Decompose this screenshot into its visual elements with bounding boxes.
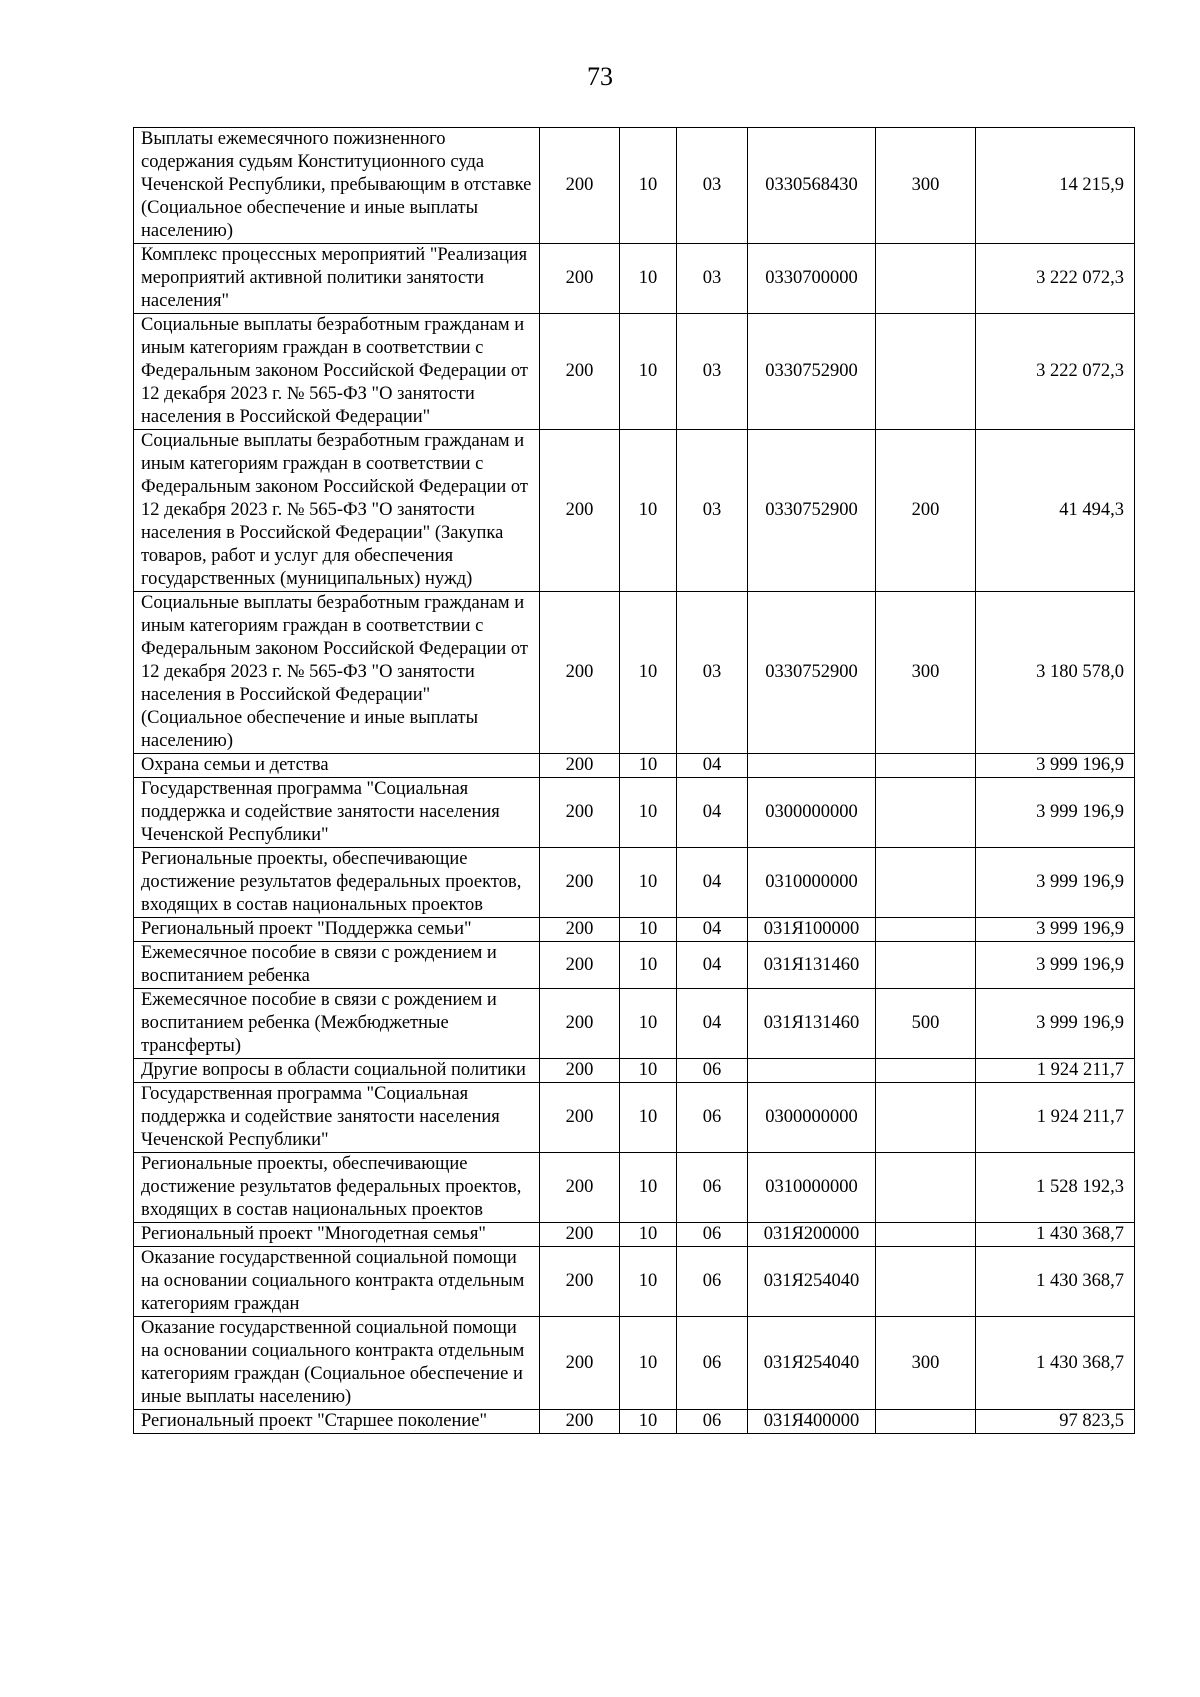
- amount: 3 999 196,9: [976, 778, 1135, 848]
- table-row: [134, 778, 1135, 848]
- row-name: Региональный проект "Поддержка семьи": [134, 918, 540, 942]
- ministry-code: 200: [540, 1317, 620, 1410]
- row-name: Социальные выплаты безработным гражданам и иным категориям граждан в соответствии с Федеральным законом Российской Федерации от 12 декабря 2023 г. № 565-ФЗ "О занятости населения в Российской Федерации": [134, 314, 540, 430]
- section-code: 10: [620, 942, 677, 989]
- ministry-code: 200: [540, 1410, 620, 1434]
- amount: 14 215,9: [976, 128, 1135, 244]
- section-code: 10: [620, 1247, 677, 1317]
- section-code: 10: [620, 1153, 677, 1223]
- section-code: 10: [620, 244, 677, 314]
- target-article-code: 0330752900: [748, 592, 876, 754]
- row-name: Региональные проекты, обеспечивающие достижение результатов федеральных проектов, входящих в состав национальных проектов: [134, 848, 540, 918]
- budget-table: [133, 127, 1135, 1434]
- ministry-code: 200: [540, 244, 620, 314]
- expense-type-code: [876, 754, 976, 778]
- amount: 3 222 072,3: [976, 244, 1135, 314]
- amount: 1 924 211,7: [976, 1059, 1135, 1083]
- row-name: Другие вопросы в области социальной политики: [134, 1059, 540, 1083]
- amount: 97 823,5: [976, 1410, 1135, 1434]
- ministry-code: 200: [540, 314, 620, 430]
- expense-type-code: [876, 918, 976, 942]
- target-article-code: 0310000000: [748, 1153, 876, 1223]
- ministry-code: 200: [540, 1153, 620, 1223]
- table-row: [134, 1317, 1135, 1410]
- subsection-code: 03: [677, 592, 748, 754]
- subsection-code: 06: [677, 1247, 748, 1317]
- amount: 3 180 578,0: [976, 592, 1135, 754]
- subsection-code: 03: [677, 314, 748, 430]
- subsection-code: 04: [677, 989, 748, 1059]
- subsection-code: 04: [677, 778, 748, 848]
- target-article-code: 0330568430: [748, 128, 876, 244]
- target-article-code: 031Я100000: [748, 918, 876, 942]
- table-row: [134, 942, 1135, 989]
- section-code: 10: [620, 1083, 677, 1153]
- table-row: [134, 1410, 1135, 1434]
- amount: 41 494,3: [976, 430, 1135, 592]
- section-code: 10: [620, 1223, 677, 1247]
- amount: 3 999 196,9: [976, 754, 1135, 778]
- target-article-code: [748, 754, 876, 778]
- subsection-code: 06: [677, 1083, 748, 1153]
- amount: 3 999 196,9: [976, 848, 1135, 918]
- subsection-code: 06: [677, 1059, 748, 1083]
- expense-type-code: [876, 1153, 976, 1223]
- subsection-code: 03: [677, 128, 748, 244]
- expense-type-code: [876, 1083, 976, 1153]
- expense-type-code: 300: [876, 592, 976, 754]
- ministry-code: 200: [540, 1059, 620, 1083]
- section-code: 10: [620, 1059, 677, 1083]
- section-code: 10: [620, 778, 677, 848]
- row-name: Региональный проект "Многодетная семья": [134, 1223, 540, 1247]
- expense-type-code: 300: [876, 128, 976, 244]
- ministry-code: 200: [540, 128, 620, 244]
- subsection-code: 06: [677, 1410, 748, 1434]
- target-article-code: [748, 1059, 876, 1083]
- section-code: 10: [620, 430, 677, 592]
- subsection-code: 06: [677, 1223, 748, 1247]
- expense-type-code: [876, 314, 976, 430]
- target-article-code: 031Я254040: [748, 1317, 876, 1410]
- table-row: [134, 1083, 1135, 1153]
- table-row: [134, 848, 1135, 918]
- table-row: [134, 1223, 1135, 1247]
- section-code: 10: [620, 754, 677, 778]
- row-name: Оказание государственной социальной помощи на основании социального контракта отдельным категориям граждан (Социальное обеспечение и иные выплаты населению): [134, 1317, 540, 1410]
- table-row: [134, 244, 1135, 314]
- target-article-code: 0300000000: [748, 1083, 876, 1153]
- table-row: [134, 430, 1135, 592]
- target-article-code: 0330700000: [748, 244, 876, 314]
- table-row: [134, 128, 1135, 244]
- row-name: Государственная программа "Социальная поддержка и содействие занятости населения Чеченской Республики": [134, 778, 540, 848]
- ministry-code: 200: [540, 1223, 620, 1247]
- subsection-code: 04: [677, 754, 748, 778]
- target-article-code: 031Я200000: [748, 1223, 876, 1247]
- amount: 1 430 368,7: [976, 1223, 1135, 1247]
- row-name: Охрана семьи и детства: [134, 754, 540, 778]
- subsection-code: 03: [677, 244, 748, 314]
- ministry-code: 200: [540, 754, 620, 778]
- target-article-code: 0330752900: [748, 314, 876, 430]
- section-code: 10: [620, 128, 677, 244]
- table-row: [134, 1059, 1135, 1083]
- expense-type-code: [876, 1059, 976, 1083]
- table-row: [134, 314, 1135, 430]
- ministry-code: 200: [540, 942, 620, 989]
- target-article-code: 0330752900: [748, 430, 876, 592]
- subsection-code: 04: [677, 942, 748, 989]
- row-name: Региональный проект "Старшее поколение": [134, 1410, 540, 1434]
- expense-type-code: [876, 778, 976, 848]
- expense-type-code: [876, 1223, 976, 1247]
- expense-type-code: 500: [876, 989, 976, 1059]
- row-name: Оказание государственной социальной помощи на основании социального контракта отдельным категориям граждан: [134, 1247, 540, 1317]
- section-code: 10: [620, 1410, 677, 1434]
- page-number: 73: [587, 62, 613, 91]
- section-code: 10: [620, 848, 677, 918]
- subsection-code: 04: [677, 848, 748, 918]
- row-name: Выплаты ежемесячного пожизненного содержания судьям Конституционного суда Чеченской Республики, пребывающим в отставке (Социальное обеспечение и иные выплаты населению): [134, 128, 540, 244]
- expense-type-code: [876, 1410, 976, 1434]
- subsection-code: 06: [677, 1317, 748, 1410]
- expense-type-code: [876, 244, 976, 314]
- table-row: [134, 592, 1135, 754]
- expense-type-code: 300: [876, 1317, 976, 1410]
- target-article-code: 031Я131460: [748, 989, 876, 1059]
- table-row: [134, 754, 1135, 778]
- table-row: [134, 1153, 1135, 1223]
- ministry-code: 200: [540, 778, 620, 848]
- expense-type-code: [876, 848, 976, 918]
- section-code: 10: [620, 1317, 677, 1410]
- ministry-code: 200: [540, 848, 620, 918]
- amount: 1 430 368,7: [976, 1247, 1135, 1317]
- ministry-code: 200: [540, 989, 620, 1059]
- row-name: Социальные выплаты безработным гражданам и иным категориям граждан в соответствии с Федеральным законом Российской Федерации от 12 декабря 2023 г. № 565-ФЗ "О занятости населения в Российской Федерации" (Социальное обеспечение и иные выплаты населению): [134, 592, 540, 754]
- table-row: [134, 1247, 1135, 1317]
- row-name: Ежемесячное пособие в связи с рождением и воспитанием ребенка (Межбюджетные трансферты): [134, 989, 540, 1059]
- target-article-code: 0300000000: [748, 778, 876, 848]
- target-article-code: 0310000000: [748, 848, 876, 918]
- section-code: 10: [620, 592, 677, 754]
- amount: 1 924 211,7: [976, 1083, 1135, 1153]
- section-code: 10: [620, 314, 677, 430]
- target-article-code: 031Я400000: [748, 1410, 876, 1434]
- amount: 3 999 196,9: [976, 989, 1135, 1059]
- row-name: Государственная программа "Социальная поддержка и содействие занятости населения Чеченской Республики": [134, 1083, 540, 1153]
- row-name: Региональные проекты, обеспечивающие достижение результатов федеральных проектов, входящих в состав национальных проектов: [134, 1153, 540, 1223]
- row-name: Комплекс процессных мероприятий "Реализация мероприятий активной политики занятости населения": [134, 244, 540, 314]
- table-body: [134, 128, 1135, 1434]
- amount: 3 999 196,9: [976, 918, 1135, 942]
- expense-type-code: [876, 1247, 976, 1317]
- subsection-code: 03: [677, 430, 748, 592]
- table-row: [134, 918, 1135, 942]
- expense-type-code: [876, 942, 976, 989]
- target-article-code: 031Я131460: [748, 942, 876, 989]
- table-row: [134, 989, 1135, 1059]
- subsection-code: 06: [677, 1153, 748, 1223]
- row-name: Социальные выплаты безработным гражданам и иным категориям граждан в соответствии с Федеральным законом Российской Федерации от 12 декабря 2023 г. № 565-ФЗ "О занятости населения в Российской Федерации" (Закупка товаров, работ и услуг для обеспечения государственных (муниципальных) нужд): [134, 430, 540, 592]
- amount: 3 999 196,9: [976, 942, 1135, 989]
- amount: 3 222 072,3: [976, 314, 1135, 430]
- ministry-code: 200: [540, 1083, 620, 1153]
- ministry-code: 200: [540, 918, 620, 942]
- expense-type-code: 200: [876, 430, 976, 592]
- ministry-code: 200: [540, 1247, 620, 1317]
- subsection-code: 04: [677, 918, 748, 942]
- section-code: 10: [620, 989, 677, 1059]
- row-name: Ежемесячное пособие в связи с рождением и воспитанием ребенка: [134, 942, 540, 989]
- target-article-code: 031Я254040: [748, 1247, 876, 1317]
- amount: 1 430 368,7: [976, 1317, 1135, 1410]
- ministry-code: 200: [540, 430, 620, 592]
- ministry-code: 200: [540, 592, 620, 754]
- amount: 1 528 192,3: [976, 1153, 1135, 1223]
- section-code: 10: [620, 918, 677, 942]
